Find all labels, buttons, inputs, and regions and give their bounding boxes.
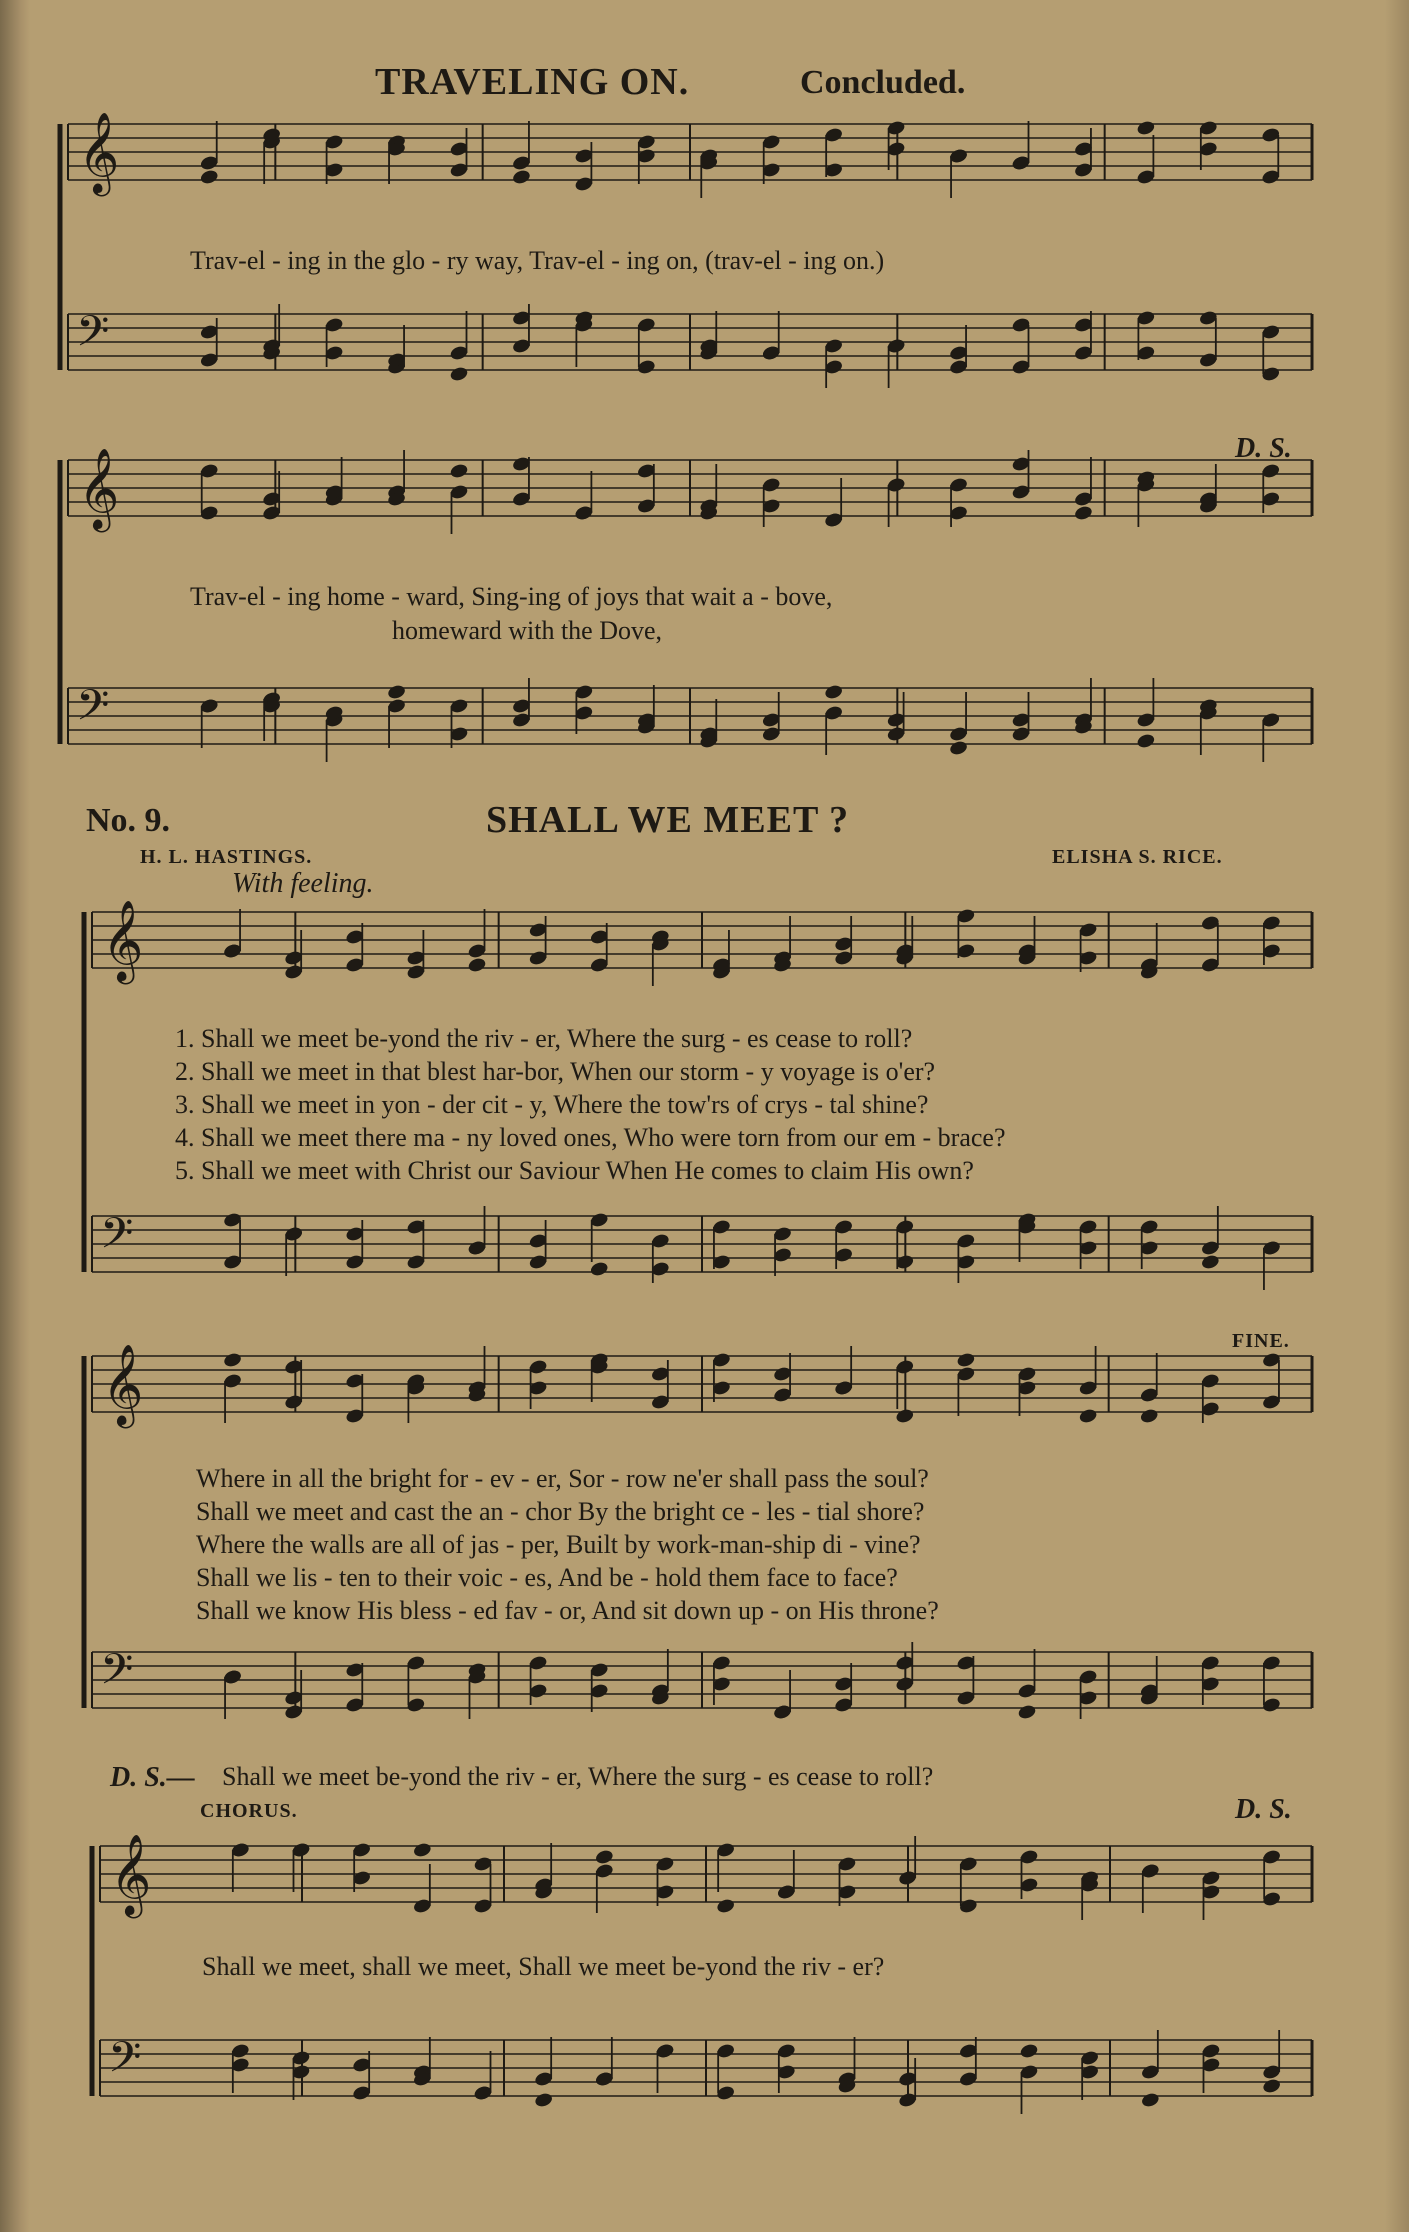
hymn2-chorus-bass-note [534, 2091, 554, 2108]
hymn1-system2-treble-note [449, 462, 469, 479]
hymn1-system1-treble-note [1136, 119, 1156, 136]
ds-line-label: D. S.— [110, 1762, 195, 1793]
hymn1-system1-treble-note [511, 168, 531, 185]
hymn2-chorus-bass-clef-icon: 𝄢 [108, 2033, 142, 2093]
hymn2-system2-treble-note [223, 1351, 243, 1368]
verse-5-part1: 5. Shall we meet with Christ our Saviour When He comes to claim His own? [175, 1156, 974, 1185]
hymn1-lyrics-line2: Trav-el - ing home - ward, Sing-ing of joys that wait a - bove, [190, 582, 833, 611]
verse-1-part1: 1. Shall we meet be-yond the riv - er, Where the surg - es cease to roll? [175, 1024, 913, 1053]
hymn2-system1-bass-note [1200, 1253, 1220, 1270]
hymn1-system2-bass-note [824, 683, 844, 700]
hymn1-system1-treble-clef-icon: 𝄞 [78, 111, 120, 193]
verse-2-part2: Shall we meet and cast the an - chor By the bright ce - les - tial shore? [196, 1497, 925, 1526]
hymn1-lyrics-line1: Trav-el - ing in the glo - ry way, Trav-el - ing on, (trav-el - ing on.) [190, 246, 885, 275]
hymn1-system2-bass-note [1136, 732, 1156, 749]
hymn1-system1-treble-note [199, 168, 219, 185]
verse-2-part1: 2. Shall we meet in that blest har-bor, When our storm - y voyage is o'er? [175, 1057, 936, 1086]
hymn2-system2-treble-note [895, 1407, 915, 1424]
hymn2-composer: ELISHA S. RICE. [1052, 846, 1223, 868]
chorus-ds-mark: D. S. [1235, 1794, 1292, 1825]
hymn2-system1-treble-note [467, 956, 487, 973]
hymn2-system1-treble-clef-icon: 𝄞 [102, 899, 144, 981]
chorus-lyrics: Shall we meet, shall we meet, Shall we meet be-yond the riv - er? [202, 1952, 885, 1981]
hymn1-ds-mark: D. S. [1235, 433, 1292, 464]
hymn2-tempo: With feeling. [232, 868, 374, 899]
hymn2-system2-treble-note [956, 1351, 976, 1368]
hymn2-chorus-bass-note [1262, 2077, 1282, 2094]
hymn2-system2-bass-clef-icon: 𝄢 [100, 1645, 134, 1705]
hymn2-system2-treble-clef-icon: 𝄞 [102, 1343, 144, 1425]
hymn1-system1-bass-clef-icon: 𝄢 [76, 307, 110, 367]
hymn1-lyrics-line2-alt: homeward with the Dove, [392, 616, 663, 645]
chorus-label: CHORUS. [200, 1800, 298, 1822]
hymn2-number: No. 9. [86, 802, 171, 839]
hymn2-chorus-treble-note [594, 1848, 614, 1865]
hymn2-chorus-bass-note [1019, 2042, 1039, 2059]
hymn1-system2-treble-note [1073, 504, 1093, 521]
hymn1-subtitle: Concluded. [800, 64, 966, 101]
hymn2-chorus-treble-clef-icon: 𝄞 [110, 1833, 152, 1915]
hymn1-system2-bass-note [387, 683, 407, 700]
verse-5-part2: Shall we know His bless - ed fav - or, And sit down up - on His throne? [196, 1596, 939, 1625]
verse-3-part2: Where the walls are all of jas - per, Built by work-man-ship di - vine? [196, 1530, 921, 1559]
ds-line-lyrics: Shall we meet be-yond the riv - er, Where the surg - es cease to roll? [222, 1762, 934, 1791]
hymn2-chorus-treble-note [716, 1897, 736, 1914]
hymn2-system1-bass-note [589, 1260, 609, 1277]
verse-4-part1: 4. Shall we meet there ma - ny loved ones, Who were torn from our em - brace? [175, 1123, 1006, 1152]
hymn2-system1-bass-clef-icon: 𝄢 [100, 1209, 134, 1269]
verse-4-part2: Shall we lis - ten to their voic - es, And be - hold them face to face? [196, 1563, 898, 1592]
hymn1-system2-bass-note [949, 739, 969, 756]
hymn2-author: H. L. HASTINGS. [140, 846, 313, 868]
hymn2-chorus-bass-note [1140, 2091, 1160, 2108]
verse-1-part2: Where in all the bright for - ev - er, Sor - row ne'er shall pass the soul? [196, 1464, 929, 1493]
hymn1-title: TRAVELING ON. [375, 61, 690, 103]
fine-mark: FINE. [1232, 1330, 1290, 1352]
hymn2-title: SHALL WE MEET ? [486, 799, 850, 841]
hymn1-system2-bass-clef-icon: 𝄢 [76, 681, 110, 741]
hymn1-system2-treble-clef-icon: 𝄞 [78, 447, 120, 529]
hymn2-system2-bass-note [1017, 1703, 1037, 1720]
hymn2-system2-treble-note [1139, 1407, 1159, 1424]
verse-3-part1: 3. Shall we meet in yon - der cit - y, Where the tow'rs of crys - tal shine? [175, 1090, 929, 1119]
hymn2-system2-treble-note [1078, 1407, 1098, 1424]
hymn2-chorus-treble-note [412, 1841, 432, 1858]
hymn1-system1-bass-note [449, 365, 469, 382]
